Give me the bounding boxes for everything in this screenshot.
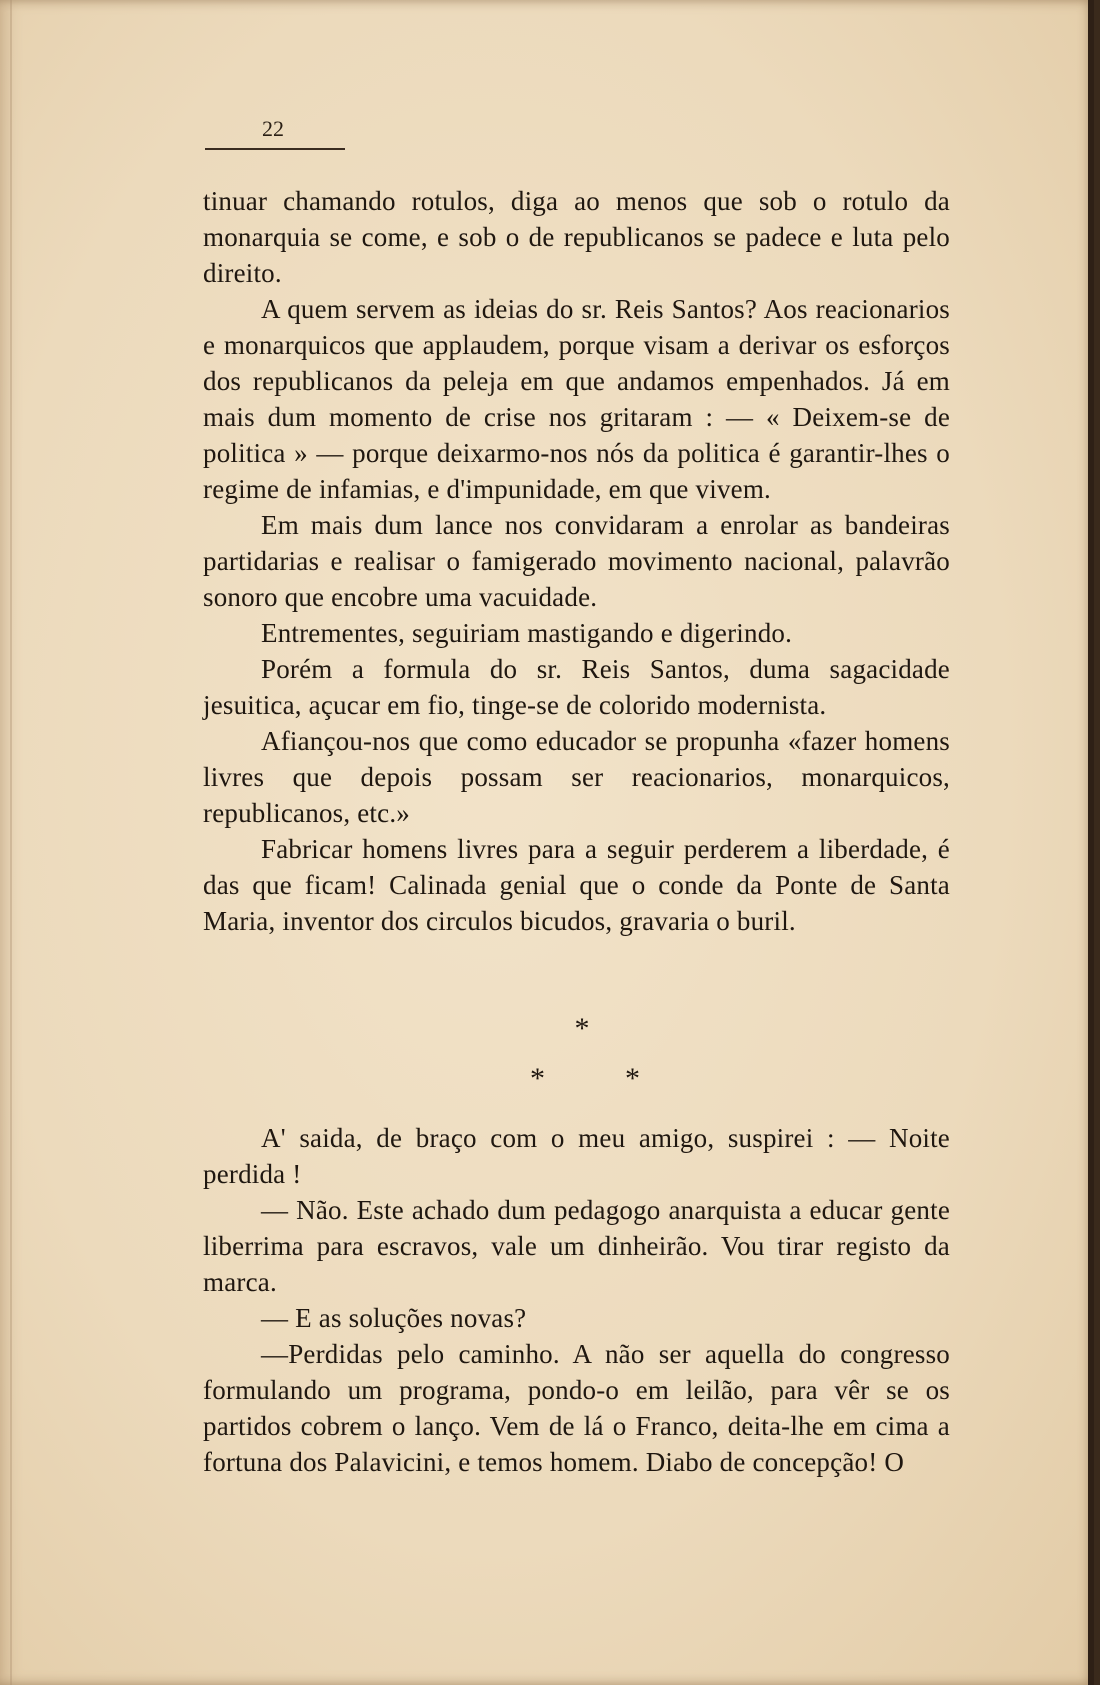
paragraph: A' saida, de braço com o meu amigo, suspirei : — Noite perdida ! — [203, 1123, 950, 1189]
paragraph: Porém a formula do sr. Reis Santos, duma sagacidade jesuitica, açucar em fio, tinge-se de colorido modernista. — [203, 654, 950, 720]
separator-star: * — [530, 1062, 545, 1095]
paragraph: Fabricar homens livres para a seguir perderem a liberdade, é das que ficam! Calinada genial que o conde da Ponte de Santa Maria, inventor dos circulos bicudos, gravaria o buril. — [203, 834, 950, 936]
paragraph: — Não. Este achado dum pedagogo anarquista a educar gente liberrima para escravos, vale um dinheirão. Vou tirar registo da marca. — [203, 1195, 950, 1297]
header-rule — [205, 148, 345, 150]
paragraph: tinuar chamando rotulos, diga ao menos que sob o rotulo da monarquia se come, e sob o de republicanos se padece e luta pelo direito. — [203, 186, 950, 288]
separator-star: * — [625, 1062, 640, 1095]
page-edge — [1088, 0, 1094, 1685]
paragraph: A quem servem as ideias do sr. Reis Santos? Aos reacionarios e monarquicos que applaudem, porque visam a derivar os esforços dos republicanos da peleja em que andamos empenhados. Já em mais dum momento de crise nos gritaram : — « Deixem-se de politica » — porque deixarmo-nos nós da politica é garantir-lhes o regime de infamias, e d'impunidade, em que vivem. — [203, 294, 950, 504]
paragraph: Em mais dum lance nos convidaram a enrolar as bandeiras partidarias e realisar o famigerado movimento nacional, palavrão sonoro que encobre uma vacuidade. — [203, 510, 950, 612]
page-number: 22 — [262, 116, 284, 141]
paragraph: —Perdidas pelo caminho. A não ser aquella do congresso formulando um programa, pondo-o em leilão, para vêr se os partidos cobrem o lanço. Vem de lá o Franco, deita-lhe em cima a fortuna dos Palavicini, e temos homem. Diabo de concepção! O — [203, 1339, 950, 1477]
main-text-section-2 — [203, 1120, 950, 1480]
paragraph: — E as soluções novas? — [261, 1303, 527, 1333]
main-text-section-1 — [203, 183, 950, 939]
section-separator-bottom-stars — [530, 1062, 640, 1096]
page-margin-mark — [10, 0, 12, 1685]
paragraph: Afiançou-nos que como educador se propunha «fazer homens livres que depois possam ser reacionarios, monarquicos, republicanos, etc.» — [203, 726, 950, 828]
section-separator-top-star: * — [574, 1012, 590, 1045]
paragraph: Entrementes, seguiriam mastigando e digerindo. — [261, 618, 793, 648]
